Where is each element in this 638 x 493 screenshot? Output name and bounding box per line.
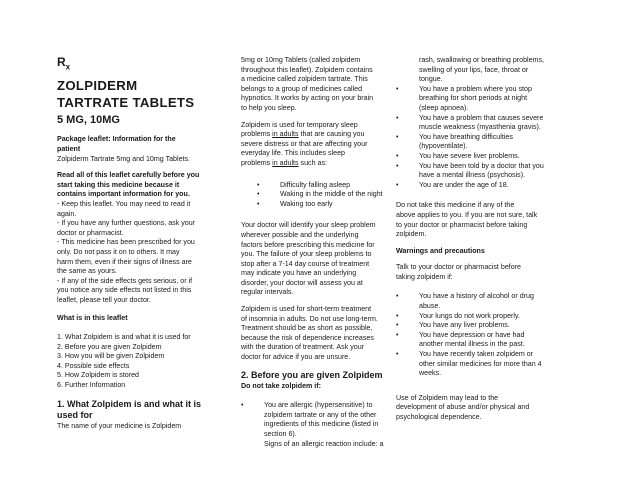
list-item: • Waking too early [257, 199, 333, 208]
strength-label: 5 MG, 10MG [57, 114, 120, 127]
toc-item: 5. How Zolpidem is stored [57, 371, 140, 380]
column-2 [241, 56, 393, 456]
list-item: • Your lungs do not work properly. [396, 311, 520, 320]
toc-item: 6. Further Information [57, 381, 126, 390]
toc-item: 2. Before you are given Zolpidem [57, 342, 162, 351]
intro-paragraph: 5mg or 10mg Tablets (called zolpidem throughout this leaflet). Zolpidem contains a medicine called zolpidem tartrate. This belongs to a group of medicines called hypnotics. It works by acting on your brain to help you sleep. [241, 56, 374, 112]
usage-paragraph: Zolpidem is used for temporary sleep problems in adults that are causing you severe distress or that are affecting your everyday life. This includes sleep problems in adults such as: [241, 120, 368, 167]
column-3 [396, 56, 571, 430]
table-of-contents [57, 333, 215, 391]
list-item: • You have been told by a doctor that you have a mental illness (psychosis). [396, 161, 544, 180]
rx-symbol: $R_x$ [57, 55, 71, 72]
list-item: • Difficulty falling asleep [257, 180, 351, 189]
list-item: • You have recently taken zolpidem or other similar medicines for more than 4 weeks. [396, 350, 542, 378]
list-item: • You have a problem that causes severe muscle weakness (myasthenia gravis). [396, 113, 544, 132]
do-not-take-paragraph: Do not take this medicine if any of the above applies to you. If you are not sure, talk to your doctor or pharmacist before taking zolpidem. [396, 201, 538, 239]
allergy-continued: rash, swallowing or breathing problems, swelling of your lips, face, throat or tongue. [419, 56, 544, 84]
warnings-heading: Warnings and precautions [396, 246, 485, 255]
sleep-problems-list [241, 181, 393, 210]
what-is-in-leaflet-heading: What is in this leaflet [57, 314, 128, 323]
column-1 [57, 56, 215, 438]
do-not-take-heading: Do not take zolpidem if: [241, 381, 322, 390]
list-item: • You have breathing difficulties (hypoventilate). [396, 132, 513, 151]
conditions-list [396, 85, 571, 191]
section-1-text: The name of your medicine is Zolpidem [57, 421, 182, 430]
talk-to-doctor-paragraph: Talk to your doctor or pharmacist before taking zolpidem if: [396, 263, 521, 281]
precautions-list [396, 292, 571, 378]
list-item: • You are allergic (hypersensitive) to zolpidem tartrate or any of the other ingredients of this medicine (listed in section 6). Signs of an allergic reaction include: a [241, 401, 384, 448]
list-item: • You have a problem where you stop breathing for short periods at night (sleep apnoea). [396, 84, 532, 112]
toc-item: 3. How you will be given Zolpidem [57, 352, 165, 361]
read-leaflet-section: Read all of this leaflet carefully before you start taking this medicine because it contains important information for you. - Keep this leaflet. You may need to read it again. - If you have any further questions, ask your doctor or pharmacist. - This medicine has been prescribed for you only. Do not pass it on to others. It may harm them, even if their signs of illness are the same as yours. - If any of the side effects gets serious, or if you notice any side effects not listed in this leaflet, please tell your doctor. [57, 171, 200, 304]
document-title: ZOLPIDERM TARTRATE TABLETS [57, 78, 195, 111]
toc-item: 4. Possible side effects [57, 361, 130, 370]
list-item: • You have any liver problems. [396, 321, 510, 330]
section-1-heading: 1. What Zolpidem is and what it is used for [57, 398, 202, 420]
list-item: • Waking in the middle of the night [257, 190, 383, 199]
list-item: • You have a history of alcohol or drug abuse. [396, 292, 534, 311]
allergy-list [241, 401, 393, 449]
abuse-dependence-paragraph: Use of Zolpidem may lead to the development of abuse and/or physical and psychological dependence. [396, 393, 530, 421]
list-item: • You have severe liver problems. [396, 151, 520, 160]
package-leaflet-heading: Package leaflet: Information for the patient Zolpiderm Tartrate 5mg and 10mg Tablets. [57, 135, 191, 163]
list-item: • You are under the age of 18. [396, 180, 509, 189]
short-term-paragraph: Zolpidem is used for short-term treatment of insomnia in adults. Do not use long-term. Treatment should be as short as possible, because the risk of dependence increases with the duration of treatment. Ask your doctor for advice if you are unsure. [241, 305, 378, 362]
toc-item: 1. What Zolpidem is and what it is used for [57, 333, 191, 342]
list-item: • You have depression or have had another mental illness in the past. [396, 330, 525, 349]
section-2-heading: 2. Before you are given Zolpidem [241, 369, 383, 380]
doctor-paragraph: Your doctor will identify your sleep problem wherever possible and the underlying factors before prescribing this medicine for you. The failure of your sleep problems to stop after a 7-14 day course of treatment may indicate you have an underlying disorder, your doctor will assess you at regular intervals. [241, 221, 376, 297]
